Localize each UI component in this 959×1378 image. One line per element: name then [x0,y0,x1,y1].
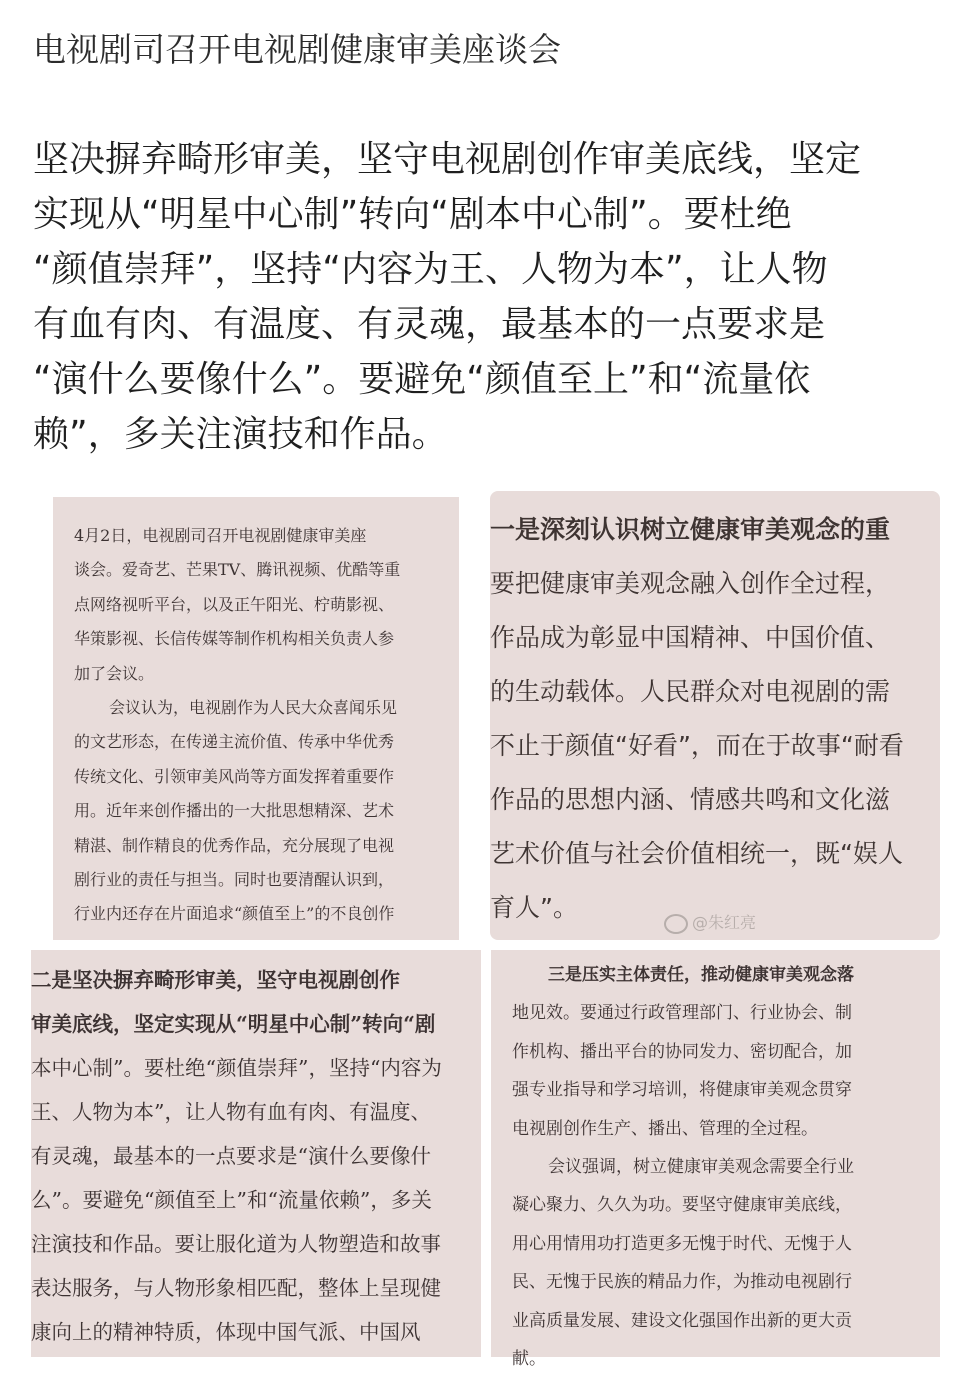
post-summary [33,132,943,462]
card4-line: 用心用情用功打造更多无愧于时代、无愧于人 [512,1233,852,1254]
summary-line: “颜值崇拜”，坚持“内容为王、人物为本”，让人物 [33,249,828,290]
card2-line: 不止于颜值“好看”，而在于故事“耐看 [490,731,904,760]
weibo-icon [664,914,688,934]
news-image-card-1[interactable] [53,497,459,940]
summary-line: 有血有肉、有温度、有灵魂，最基本的一点要求是 [33,304,826,345]
card4-line: 地见效。要通过行政管理部门、行业协会、制 [512,1003,852,1024]
card1-line: 传统文化、引领审美风尚等方面发挥着重要作 [74,766,395,786]
card3-line: 二是坚决摒弃畸形审美，坚守电视剧创作 [31,968,400,992]
summary-line: 坚决摒弃畸形审美，坚守电视剧创作审美底线，坚定 [33,139,862,180]
card4-line: 作机构、播出平台的协同发力、密切配合，加 [512,1041,852,1062]
card3-line: 有灵魂，最基本的一点要求是“演什么要像什 [31,1144,431,1168]
card2-line: 的生动载体。人民群众对电视剧的需 [490,677,891,706]
card2-line: 作品成为彰显中国精神、中国价值、 [490,623,891,652]
post-title: 电视剧司召开电视剧健康审美座谈会 [33,30,561,69]
card2-line: 艺术价值与社会价值相统一，既“娱人 [490,839,903,868]
card4-line: 业高质量发展、建设文化强国作出新的更大贡 [512,1310,852,1331]
summary-line: “演什么要像什么”。要避免“颜值至上”和“流量依 [33,359,811,400]
card1-line: 的文艺形态，在传递主流价值、传承中华优秀 [74,732,395,752]
card1-line: 华策影视、长信传媒等制作机构相关负责人参 [74,629,395,649]
card3-line: 表达服务，与人物形象相匹配，整体上呈现健 [31,1276,441,1300]
summary-line: 实现从“明星中心制”转向“剧本中心制”。要杜绝 [33,194,792,235]
card3-line: 注演技和作品。要让服化道为人物塑造和故事 [31,1232,441,1256]
weibo-watermark [664,910,756,934]
card3-line: 康向上的精神特质，体现中国气派、中国风 [31,1320,421,1344]
watermark-text: @朱红亮 [692,913,757,932]
news-image-card-4[interactable] [491,950,940,1370]
card3-line: 么”。要避免“颜值至上”和“流量依赖”，多关 [31,1188,432,1212]
card3-line: 王、人物为本”，让人物有血有肉、有温度、 [31,1100,431,1124]
card4-line: 三是压实主体责任，推动健康审美观念落 [548,965,854,985]
card4-line: 电视剧创作生产、播出、管理的全过程。 [512,1118,818,1139]
card2-heading: 一是深刻认识树立健康审美观念的重 [490,515,891,544]
card3-line: 本中心制”。要杜绝“颜值崇拜”，坚持“内容为 [31,1056,442,1080]
card1-line: 会议认为，电视剧作为人民大众喜闻乐见 [109,698,398,718]
news-image-card-2[interactable] [490,491,940,940]
card4-line: 会议强调，树立健康审美观念需要全行业 [548,1157,854,1178]
card1-line: 加了会议。 [74,663,155,683]
card2-line: 要把健康审美观念融入创作全过程， [490,569,891,598]
card4-line: 强专业指导和学习培训，将健康审美观念贯穿 [512,1080,852,1101]
card1-line: 行业内还存在片面追求“颜值至上”的不良创作 [74,904,395,924]
card1-line: 剧行业的责任与担当。同时也要清醒认识到， [74,870,395,890]
summary-line: 赖”，多关注演技和作品。 [33,414,448,455]
card4-line: 献。 [512,1349,546,1370]
card2-line: 育人”。 [490,893,578,922]
card1-line: 谈会。爱奇艺、芒果TV、腾讯视频、优酷等重 [74,560,401,580]
news-image-card-3[interactable] [31,950,481,1357]
card2-line: 作品的思想内涵、情感共鸣和文化滋 [490,785,891,814]
card4-line: 凝心聚力、久久为功。要坚守健康审美底线， [512,1195,852,1216]
card3-line: 审美底线，坚定实现从“明星中心制”转向“剧 [31,1012,436,1036]
card1-line: 用。近年来创作播出的一大批思想精深、艺术 [74,801,395,821]
card1-line: 点网络视听平台，以及正午阳光、柠萌影视、 [74,594,395,614]
card1-line: 4月2日，电视剧司召开电视剧健康审美座 [74,526,367,545]
card4-line: 民、无愧于民族的精品力作，为推动电视剧行 [512,1272,852,1293]
card1-line: 精湛、制作精良的优秀作品，充分展现了电视 [74,835,395,855]
